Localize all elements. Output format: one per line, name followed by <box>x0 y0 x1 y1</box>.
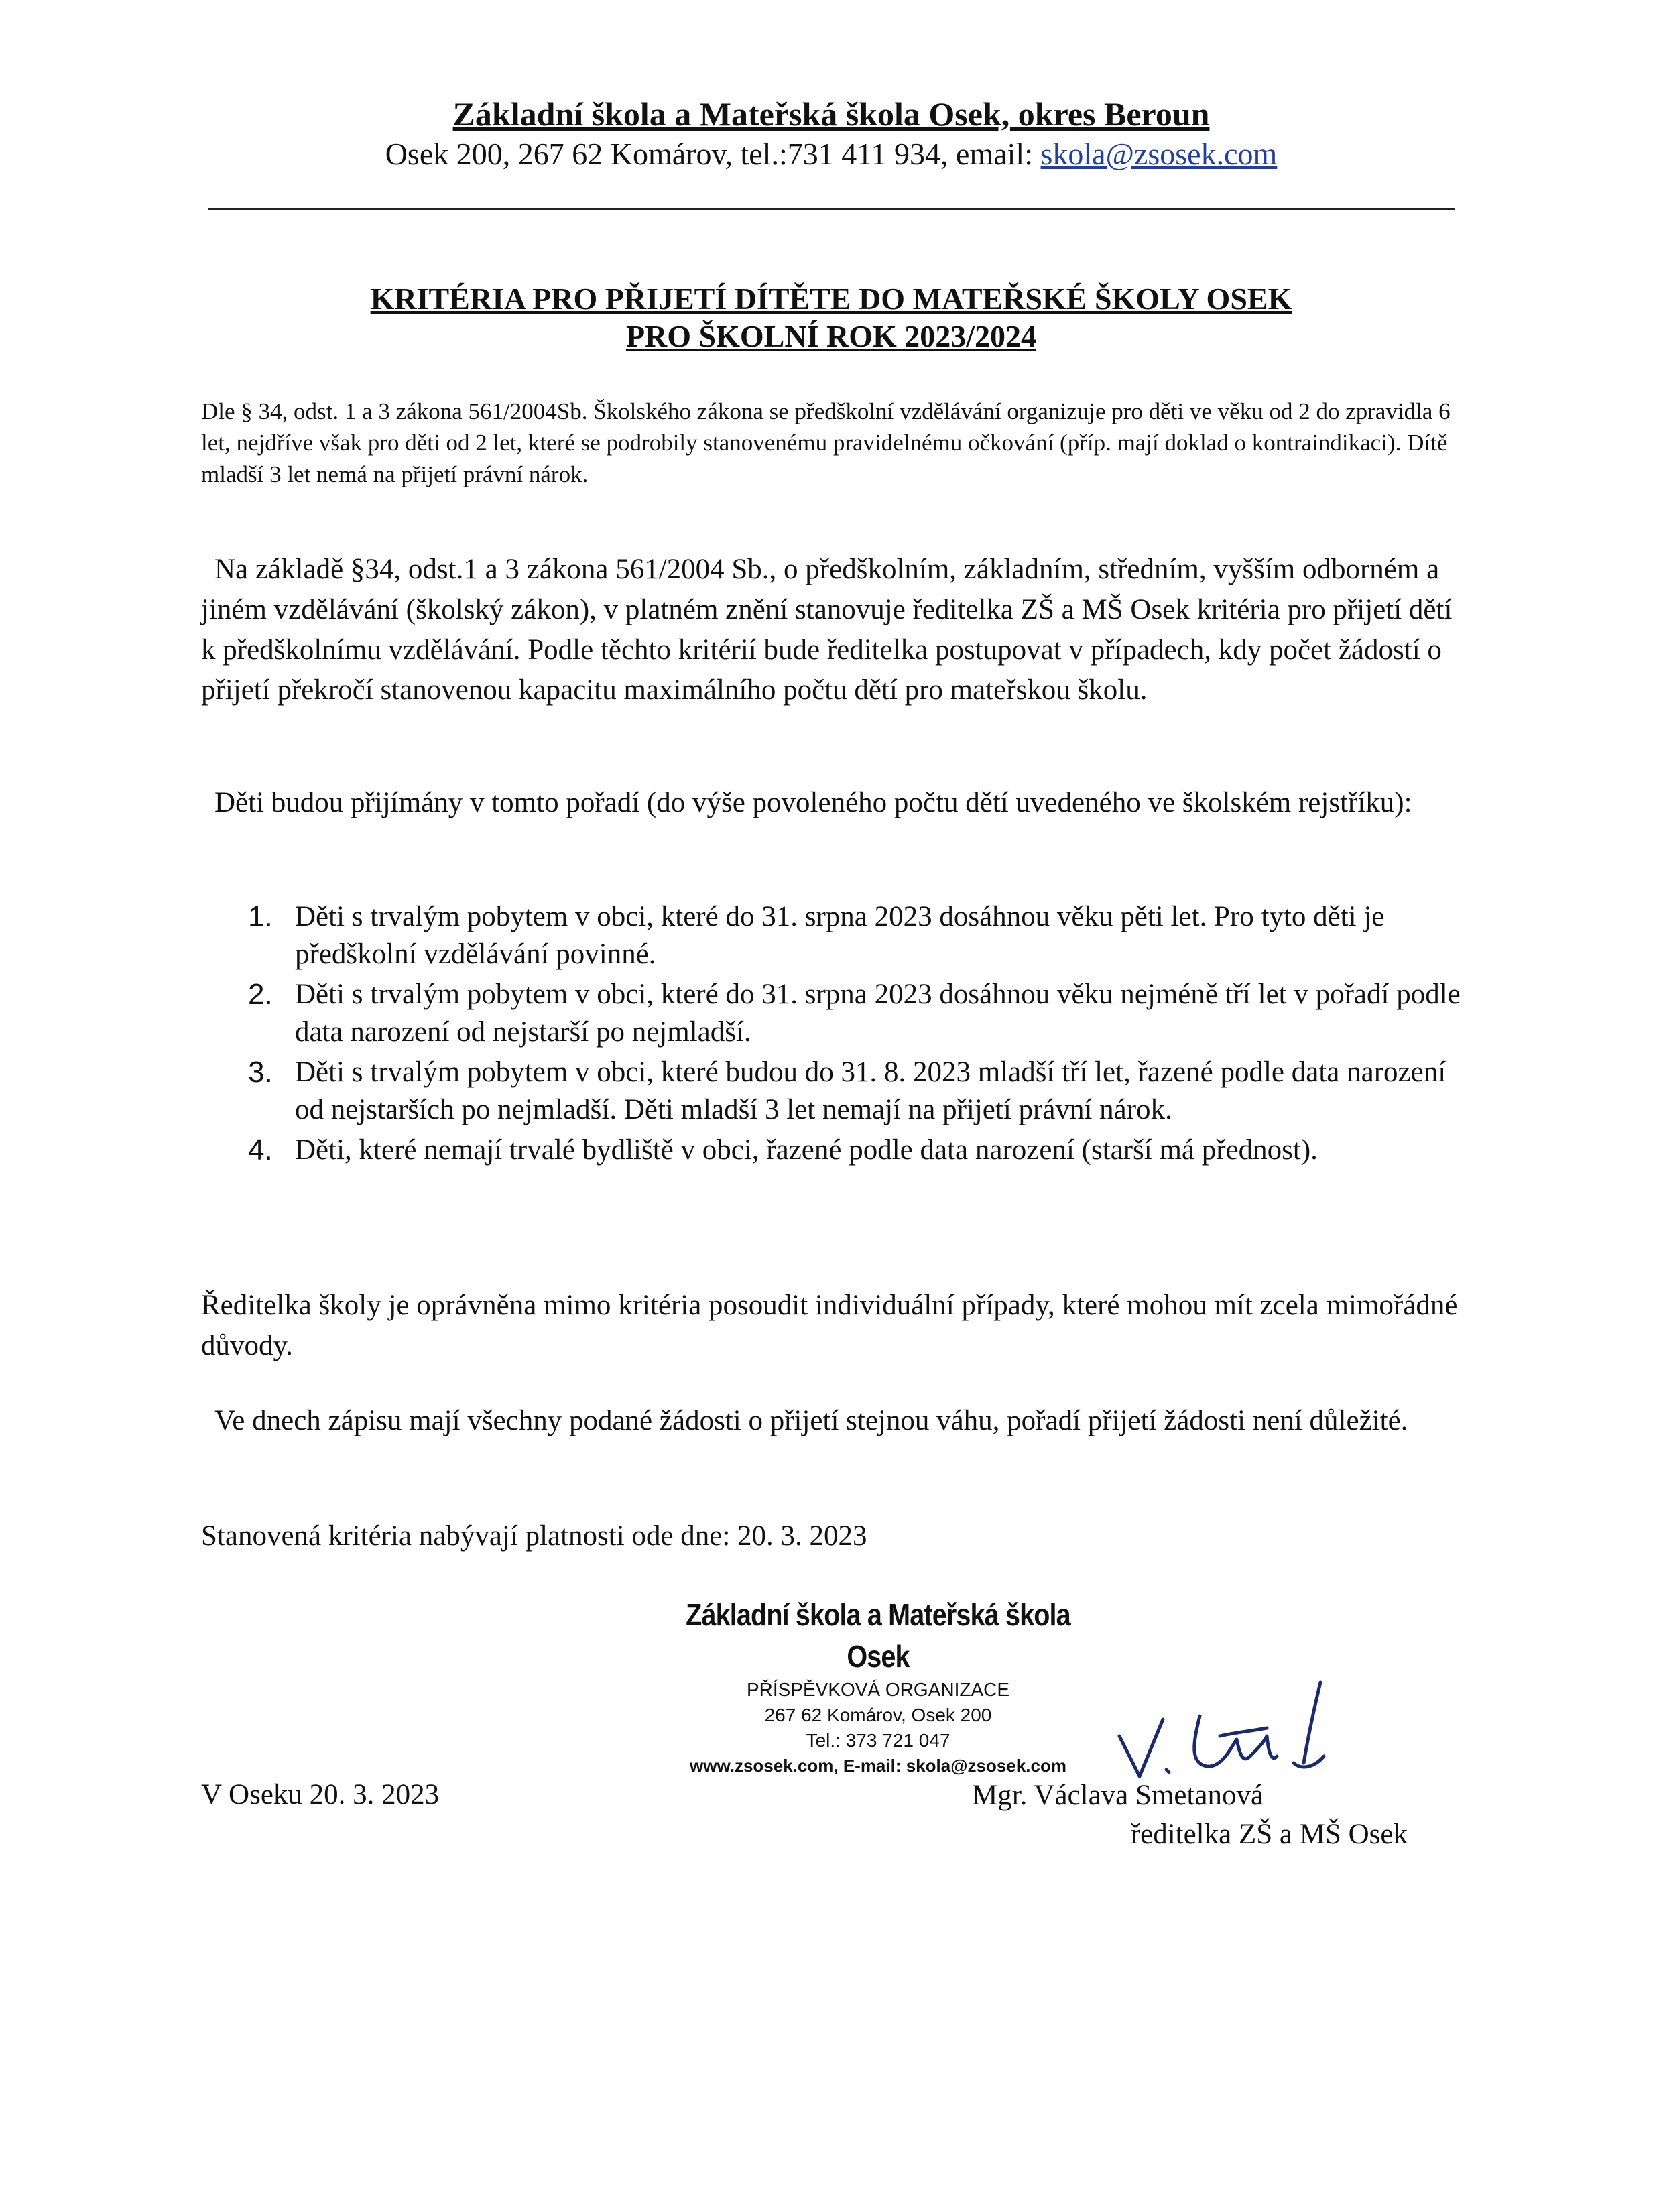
stamp-org-type: PŘÍSPĚVKOVÁ ORGANIZACE <box>746 1679 1010 1700</box>
school-contact <box>201 134 1461 174</box>
equal-weight-paragraph <box>201 1401 1461 1441</box>
signer-role: ředitelka ZŠ a MŠ Osek <box>1130 1819 1408 1850</box>
list-number: 1. <box>248 900 273 933</box>
stamp-web: www.zsosek.com, E-mail: skola@zsosek.com <box>690 1756 1066 1776</box>
list-item <box>228 898 1461 973</box>
school-name: Základní škola a Mateřská škola Osek, okres Beroun <box>452 95 1210 133</box>
validity-paragraph: Stanovená kritéria nabývají platnosti ode dne: 20. 3. 2023 <box>201 1520 867 1552</box>
list-item <box>228 1054 1461 1129</box>
criteria-list <box>228 898 1461 1172</box>
discretion-paragraph: Ředitelka školy je oprávněna mimo kritéria posoudit individuální případy, které mohou mít zcela mimořádné důvody. <box>201 1290 1458 1361</box>
list-item <box>228 976 1461 1051</box>
header-divider <box>208 208 1455 210</box>
title-line-2: PRO ŠKOLNÍ ROK 2023/2024 <box>625 319 1037 353</box>
stamp-address: 267 62 Komárov, Osek 200 <box>764 1705 992 1725</box>
contact-text: Osek 200, 267 62 Komárov, tel.:731 411 934, email: <box>385 137 1041 171</box>
legal-note: Dle § 34, odst. 1 a 3 zákona 561/2004Sb. Školského zákona se předškolní vzdělávání organizuje pro děti ve věku od 2 do zpravidla 6 let, nejdříve však pro děti od 2 let, které se podrobily stanovenému pravidelnému očkování (příp. mají doklad o kontraindikaci). Dítě mladší 3 let nemá na přijetí právní nárok. <box>201 398 1451 487</box>
letterhead <box>201 94 1461 174</box>
list-item <box>228 1131 1461 1169</box>
list-text: Děti s trvalým pobytem v obci, které do 31. srpna 2023 dosáhnou věku pěti let. Pro tyto děti je předškolní vzdělávání povinné. <box>295 901 1385 970</box>
list-text: Děti, které nemají trvalé bydliště v obci, řazené podle data narození (starší má přednost). <box>295 1134 1318 1166</box>
order-paragraph <box>201 783 1461 823</box>
place-and-date: V Oseku 20. 3. 2023 <box>201 1779 440 1810</box>
school-stamp <box>643 1594 1113 1778</box>
equal-weight-text: Ve dnech zápisu mají všechny podané žádosti o přijetí stejnou váhu, pořadí přijetí žádosti není důležité. <box>214 1405 1408 1436</box>
list-number: 3. <box>248 1056 273 1089</box>
order-text: Děti budou přijímány v tomto pořadí (do výše povoleného počtu dětí uvedeného ve školském rejstříku): <box>214 787 1412 818</box>
intro-paragraph <box>201 550 1461 711</box>
stamp-phone: Tel.: 373 721 047 <box>806 1730 950 1751</box>
list-text: Děti s trvalým pobytem v obci, které do 31. srpna 2023 dosáhnou věku nejméně tří let v pořadí podle data narození od nejstarší po nejmladší. <box>295 979 1461 1048</box>
signer-block <box>965 1776 1408 1854</box>
list-number: 4. <box>248 1133 273 1166</box>
email-link[interactable]: skola@zsosek.com <box>1040 137 1278 171</box>
stamp-name: Základní škola a Mateřská škola Osek <box>686 1597 1070 1674</box>
document-title <box>201 280 1461 355</box>
signer-name: Mgr. Václava Smetanová <box>972 1780 1264 1811</box>
list-number: 2. <box>248 978 273 1011</box>
handwritten-signature <box>1099 1656 1341 1796</box>
title-line-1: KRITÉRIA PRO PŘIJETÍ DÍTĚTE DO MATEŘSKÉ ŠKOLY OSEK <box>370 282 1292 316</box>
list-text: Děti s trvalým pobytem v obci, které budou do 31. 8. 2023 mladší tří let, řazené podle data narození od nejstarších po nejmladší. Děti mladší 3 let nemají na přijetí právní nárok. <box>295 1056 1446 1125</box>
intro-text: Na základě §34, odst.1 a 3 zákona 561/2004 Sb., o předškolním, základním, středním, vyšším odborném a jiném vzdělávání (školský zákon), v platném znění stanovuje ředitelka ZŠ a MŠ Osek kritéria pro přijetí dětí k předškolnímu vzdělávání. Podle těchto kritérií bude ředitelka postupovat v případech, kdy počet žádostí o přijetí překročí stanovenou kapacitu maximálního počtu dětí pro mateřskou školu. <box>201 554 1453 706</box>
